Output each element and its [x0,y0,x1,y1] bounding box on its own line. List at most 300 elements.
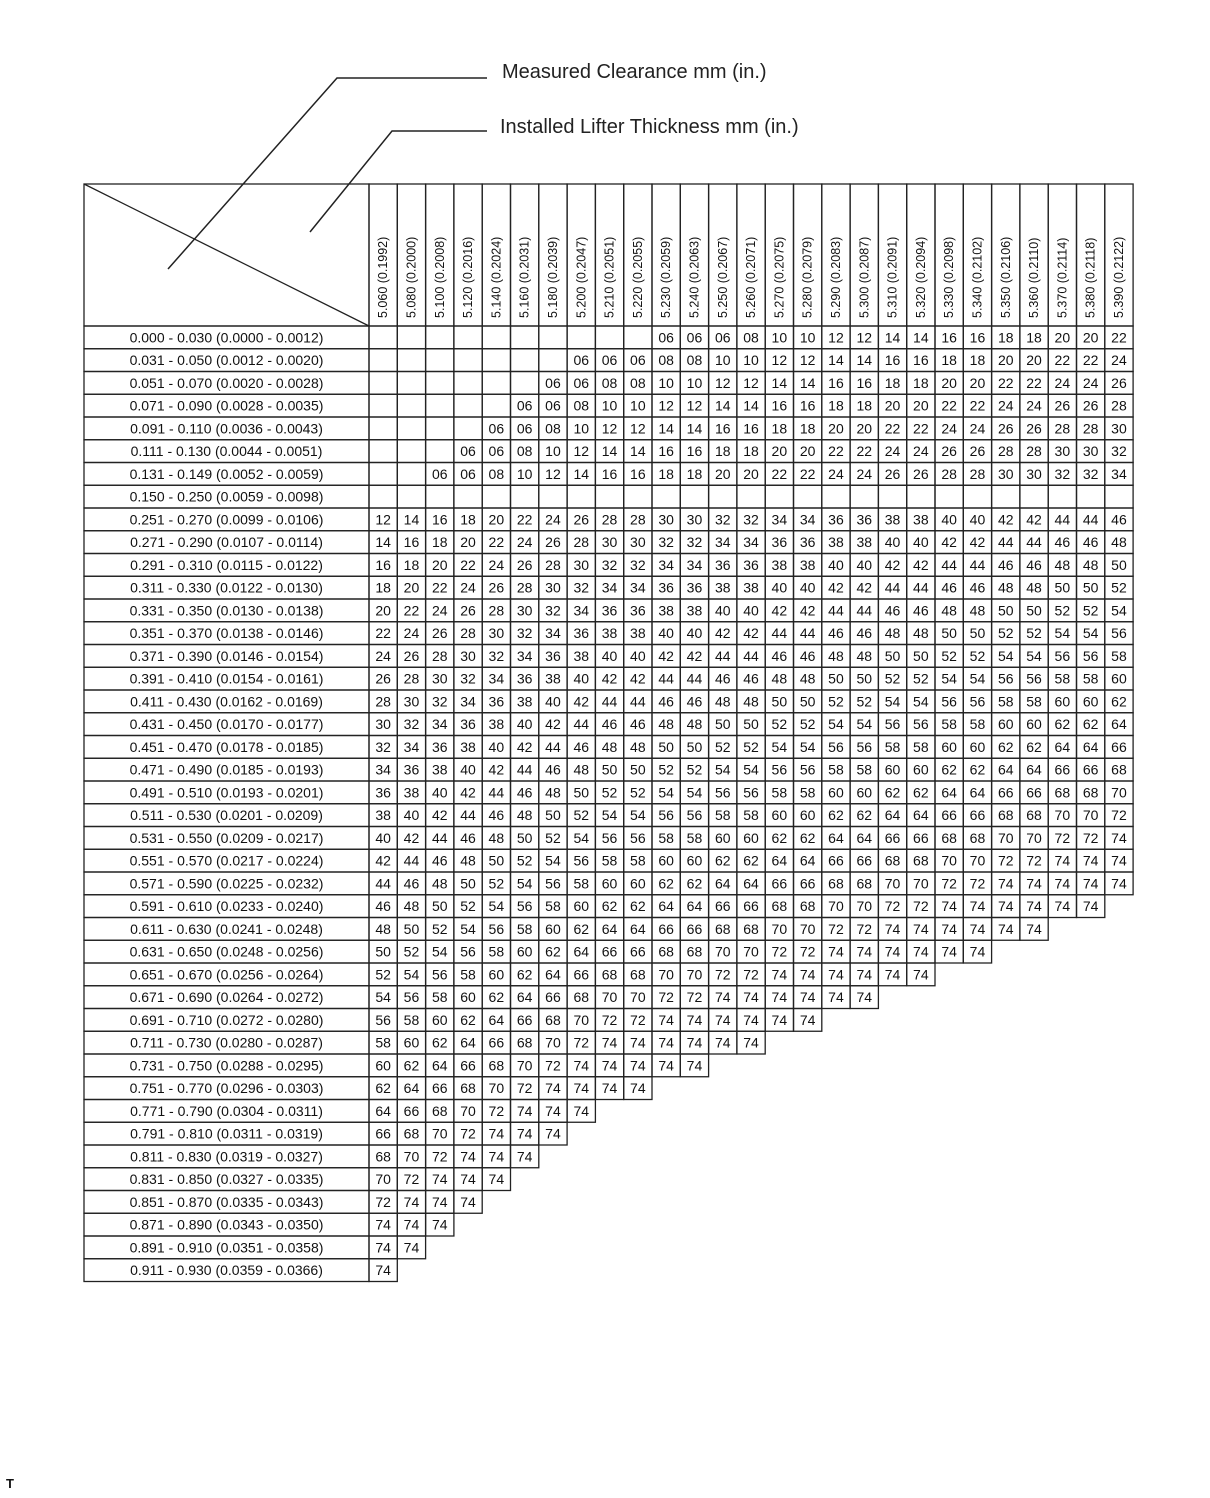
cell-value: 72 [771,943,788,960]
cell-value: 62 [799,829,816,846]
table-cell [794,485,822,508]
cell-value: 58 [771,784,788,801]
cell-value: 22 [460,556,476,573]
cell-value: 38 [771,556,788,573]
cell-value: 44 [686,670,703,687]
cell-value: 34 [431,716,448,733]
cell-value: 74 [884,966,901,983]
table-cell [1105,485,1133,508]
cell-value: 64 [460,1034,476,1051]
cell-value: 46 [403,875,420,892]
cell-value: 72 [1026,852,1042,869]
cell-value: 44 [658,670,674,687]
cell-value: 74 [431,1216,448,1233]
cell-value: 42 [516,738,533,755]
cell-value: 34 [460,693,476,710]
cell-value: 64 [658,898,674,915]
cell-value: 24 [1082,374,1099,391]
row-label: 0.311 - 0.330 (0.0122 - 0.0130) [130,579,323,596]
cell-value: 56 [856,738,873,755]
cell-value: 40 [771,579,788,596]
cell-value: 10 [771,329,788,346]
cell-value: 72 [969,875,986,892]
cell-value: 12 [799,352,816,369]
column-header-label: 5.250 (0.2067) [715,236,730,318]
cell-value: 10 [714,352,731,369]
cell-value: 58 [969,716,986,733]
cell-value: 48 [743,693,759,710]
table-cell [397,326,425,349]
cell-value: 70 [1082,807,1099,824]
cell-value: 46 [630,716,646,733]
table-cell [369,349,397,372]
cell-value: 46 [856,625,873,642]
cell-value: 66 [714,898,731,915]
cell-value: 16 [686,443,703,460]
cell-value: 18 [771,420,788,437]
cell-value: 54 [1111,602,1127,619]
cell-value: 38 [630,625,646,642]
cell-value: 54 [1082,625,1099,642]
cell-value: 56 [941,693,957,710]
cell-value: 36 [630,602,646,619]
cell-value: 64 [828,829,844,846]
cell-value: 50 [913,647,929,664]
cell-value: 46 [545,761,561,778]
cell-value: 62 [743,852,759,869]
cell-value: 52 [1054,602,1071,619]
row-label: 0.491 - 0.510 (0.0193 - 0.0201) [129,784,324,801]
row-label: 0.611 - 0.630 (0.0241 - 0.0248) [130,920,323,937]
cell-value: 22 [856,443,873,460]
cell-value: 74 [743,1011,759,1028]
cell-value: 68 [375,1148,391,1165]
cell-value: 60 [1111,670,1127,687]
table-cell [369,463,397,486]
cell-value: 74 [488,1125,505,1142]
cell-value: 46 [431,852,448,869]
cell-value: 46 [743,670,759,687]
cell-value: 70 [658,966,674,983]
table-cell [482,326,510,349]
table-cell [850,485,878,508]
cell-value: 68 [743,920,759,937]
cell-value: 72 [884,898,901,915]
cell-value: 16 [403,534,420,551]
cell-value: 40 [828,556,844,573]
cell-value: 60 [460,989,476,1006]
cell-value: 66 [431,1080,448,1097]
cell-value: 56 [545,875,561,892]
table-cell [426,440,454,463]
cell-value: 68 [686,943,703,960]
cell-value: 68 [488,1057,505,1074]
cell-value: 70 [941,852,957,869]
cell-value: 46 [488,807,505,824]
row-label: 0.891 - 0.910 (0.0351 - 0.0358) [129,1239,324,1256]
table-cell [680,485,708,508]
cell-value: 06 [573,352,590,369]
table-cell [397,440,425,463]
table-cell [878,485,906,508]
row-label: 0.551 - 0.570 (0.0217 - 0.0224) [129,852,324,869]
cell-value: 74 [545,1125,561,1142]
cell-value: 74 [601,1034,618,1051]
cell-value: 46 [941,579,957,596]
cell-value: 14 [601,443,618,460]
cell-value: 30 [488,625,505,642]
cell-value: 24 [1054,374,1071,391]
cell-value: 12 [573,443,590,460]
cell-value: 52 [516,852,533,869]
cell-value: 64 [573,943,590,960]
cell-value: 62 [601,898,618,915]
cell-value: 58 [997,693,1014,710]
row-label: 0.591 - 0.610 (0.0233 - 0.0240) [129,898,324,915]
cell-value: 08 [516,443,533,460]
table-cell [397,372,425,395]
cell-value: 40 [658,625,674,642]
cell-value: 18 [431,534,448,551]
cell-value: 74 [375,1239,391,1256]
cell-value: 06 [630,352,646,369]
cell-value: 46 [573,738,590,755]
cell-value: 56 [997,670,1014,687]
cell-value: 06 [545,374,561,391]
cell-value: 18 [658,465,674,482]
cell-value: 06 [516,420,533,437]
row-label: 0.051 - 0.070 (0.0020 - 0.0028) [129,374,324,391]
cell-value: 66 [375,1125,391,1142]
cell-value: 56 [516,898,533,915]
cell-value: 42 [714,625,731,642]
cell-value: 66 [743,898,759,915]
cell-value: 70 [799,920,816,937]
cell-value: 36 [375,784,391,801]
cell-value: 46 [771,647,788,664]
cell-value: 34 [375,761,391,778]
cell-value: 64 [799,852,816,869]
cell-value: 10 [686,374,703,391]
cell-value: 74 [884,920,901,937]
cell-value: 74 [460,1148,476,1165]
cell-value: 42 [969,534,986,551]
cell-value: 74 [601,1057,618,1074]
cell-value: 52 [403,943,420,960]
cell-value: 64 [1082,738,1099,755]
cell-value: 58 [743,807,759,824]
cell-value: 40 [460,761,476,778]
cell-value: 30 [1026,465,1042,482]
table-cell [539,326,567,349]
cell-value: 38 [856,534,873,551]
cell-value: 40 [714,602,731,619]
cell-value: 62 [714,852,731,869]
cell-value: 62 [913,784,929,801]
cell-value: 36 [431,738,448,755]
column-header-label: 5.210 (0.2051) [602,236,617,318]
cell-value: 50 [997,602,1014,619]
cell-value: 48 [1054,556,1071,573]
cell-value: 74 [913,920,929,937]
cell-value: 74 [884,943,901,960]
cell-value: 70 [545,1034,561,1051]
table-cell [454,372,482,395]
cell-value: 22 [828,443,844,460]
cell-value: 22 [516,511,533,528]
cell-value: 32 [375,738,391,755]
cell-value: 42 [913,556,929,573]
table-cell [709,485,737,508]
cell-value: 50 [375,943,391,960]
cell-value: 72 [714,966,731,983]
cell-value: 48 [431,875,448,892]
column-header-label: 5.180 (0.2039) [545,236,560,318]
cell-value: 72 [686,989,703,1006]
cell-value: 74 [913,966,929,983]
cell-value: 60 [913,761,929,778]
cell-value: 68 [1054,784,1071,801]
cell-value: 18 [913,374,929,391]
cell-value: 14 [403,511,420,528]
cell-value: 62 [460,1011,476,1028]
cell-value: 46 [516,784,533,801]
cell-value: 48 [714,693,731,710]
cell-value: 62 [969,761,986,778]
cell-value: 74 [997,920,1014,937]
row-label: 0.911 - 0.930 (0.0359 - 0.0366) [130,1262,323,1279]
cell-value: 74 [969,898,986,915]
cell-value: 18 [686,465,703,482]
cell-value: 06 [545,397,561,414]
cell-value: 46 [460,829,476,846]
cell-value: 68 [601,966,618,983]
cell-value: 06 [658,329,674,346]
cell-value: 74 [1082,898,1099,915]
cell-value: 50 [799,693,816,710]
cell-value: 38 [884,511,901,528]
cell-value: 42 [403,829,420,846]
cell-value: 66 [884,829,901,846]
cell-value: 06 [516,397,533,414]
cell-value: 42 [771,602,788,619]
cell-value: 54 [460,920,476,937]
cell-value: 38 [431,761,448,778]
row-label: 0.451 - 0.470 (0.0178 - 0.0185) [129,738,324,755]
row-label: 0.000 - 0.030 (0.0000 - 0.0012) [129,329,324,346]
cell-value: 42 [601,670,618,687]
cell-value: 58 [686,829,703,846]
cell-value: 58 [573,875,590,892]
cell-value: 32 [601,556,618,573]
footer-code: T [6,1476,14,1491]
cell-value: 46 [1054,534,1071,551]
cell-value: 56 [771,761,788,778]
cell-value: 58 [913,738,929,755]
cell-value: 26 [1111,374,1127,391]
cell-value: 26 [516,556,533,573]
cell-value: 74 [460,1171,476,1188]
cell-value: 62 [1054,716,1071,733]
cell-value: 18 [714,443,731,460]
cell-value: 36 [799,534,816,551]
cell-value: 64 [856,829,873,846]
cell-value: 72 [997,852,1014,869]
cell-value: 54 [658,784,674,801]
cell-value: 50 [771,693,788,710]
cell-value: 48 [997,579,1014,596]
cell-value: 26 [375,670,391,687]
cell-value: 32 [488,647,505,664]
cell-value: 12 [828,329,844,346]
cell-value: 72 [573,1034,590,1051]
cell-value: 74 [545,1080,561,1097]
row-label: 0.531 - 0.550 (0.0209 - 0.0217) [129,829,324,846]
cell-value: 44 [630,693,646,710]
cell-value: 34 [403,738,420,755]
table-cell [511,349,539,372]
cell-value: 74 [714,989,731,1006]
cell-value: 10 [799,329,816,346]
cell-value: 40 [601,647,618,664]
cell-value: 28 [431,647,448,664]
cell-value: 66 [997,784,1014,801]
cell-value: 58 [1026,693,1042,710]
row-label: 0.411 - 0.430 (0.0162 - 0.0169) [130,693,323,710]
cell-value: 28 [516,579,533,596]
cell-value: 74 [1054,898,1071,915]
cell-value: 26 [403,647,420,664]
cell-value: 72 [601,1011,618,1028]
cell-value: 74 [375,1262,391,1279]
cell-value: 68 [573,989,590,1006]
table-cell [511,326,539,349]
cell-value: 64 [686,898,703,915]
cell-value: 64 [1054,738,1071,755]
cell-value: 74 [771,989,788,1006]
cell-value: 38 [828,534,844,551]
table-cell [482,394,510,417]
cell-value: 08 [686,352,703,369]
cell-value: 32 [1054,465,1071,482]
cell-value: 24 [1026,397,1042,414]
cell-value: 32 [460,670,476,687]
table-cell [426,326,454,349]
cell-value: 74 [686,1057,703,1074]
cell-value: 06 [431,465,448,482]
cell-value: 14 [771,374,788,391]
cell-value: 74 [771,966,788,983]
row-label: 0.271 - 0.290 (0.0107 - 0.0114) [130,534,323,551]
cell-value: 14 [856,352,873,369]
cell-value: 74 [545,1102,561,1119]
cell-value: 62 [658,875,674,892]
cell-value: 74 [1082,852,1099,869]
cell-value: 06 [460,443,476,460]
cell-value: 74 [941,920,957,937]
cell-value: 74 [460,1193,476,1210]
cell-value: 74 [601,1080,618,1097]
cell-value: 74 [856,989,873,1006]
cell-value: 66 [913,829,929,846]
cell-value: 58 [601,852,618,869]
cell-value: 58 [856,761,873,778]
cell-value: 34 [771,511,788,528]
cell-value: 74 [573,1057,590,1074]
row-label: 0.471 - 0.490 (0.0185 - 0.0193) [129,761,324,778]
cell-value: 66 [856,852,873,869]
cell-value: 70 [516,1057,533,1074]
cell-value: 38 [375,807,391,824]
cell-value: 58 [941,716,957,733]
column-header-label: 5.360 (0.2110) [1027,237,1042,318]
cell-value: 44 [771,625,788,642]
row-label: 0.251 - 0.270 (0.0099 - 0.0106) [129,511,324,528]
cell-value: 34 [1111,465,1127,482]
cell-value: 18 [460,511,476,528]
cell-value: 60 [884,761,901,778]
cell-value: 28 [1111,397,1127,414]
cell-value: 74 [714,1011,731,1028]
cell-value: 30 [516,602,533,619]
cell-value: 24 [460,579,476,596]
cell-value: 60 [516,943,533,960]
cell-value: 50 [1111,556,1127,573]
cell-value: 54 [1026,647,1042,664]
cell-value: 60 [941,738,957,755]
cell-value: 56 [460,943,476,960]
cell-value: 54 [856,716,873,733]
cell-value: 28 [969,465,986,482]
cell-value: 28 [1054,420,1071,437]
cell-value: 42 [799,602,816,619]
cell-value: 20 [1082,329,1099,346]
cell-value: 16 [941,329,957,346]
cell-value: 58 [828,761,844,778]
table-cell [511,372,539,395]
cell-value: 12 [375,511,391,528]
table-cell [397,349,425,372]
cell-value: 74 [1082,875,1099,892]
cell-value: 12 [714,374,731,391]
cell-value: 74 [573,1080,590,1097]
cell-value: 14 [884,329,901,346]
table-cell [567,326,595,349]
cell-value: 74 [997,898,1014,915]
column-header-label: 5.390 (0.2122) [1111,236,1126,318]
cell-value: 66 [573,966,590,983]
cell-value: 14 [743,397,759,414]
cell-value: 20 [856,420,873,437]
cell-value: 24 [913,443,929,460]
cell-value: 58 [1082,670,1099,687]
cell-value: 66 [771,875,788,892]
cell-value: 36 [601,602,618,619]
cell-value: 16 [714,420,731,437]
cell-value: 44 [431,829,448,846]
cell-value: 16 [375,556,391,573]
cell-value: 36 [828,511,844,528]
cell-value: 06 [488,420,505,437]
row-label: 0.111 - 0.130 (0.0044 - 0.0051) [130,443,323,460]
cell-value: 74 [856,966,873,983]
cell-value: 54 [884,693,901,710]
cell-value: 22 [1054,352,1071,369]
cell-value: 74 [686,1011,703,1028]
cell-value: 62 [884,784,901,801]
cell-value: 44 [913,579,929,596]
cell-value: 48 [545,784,561,801]
